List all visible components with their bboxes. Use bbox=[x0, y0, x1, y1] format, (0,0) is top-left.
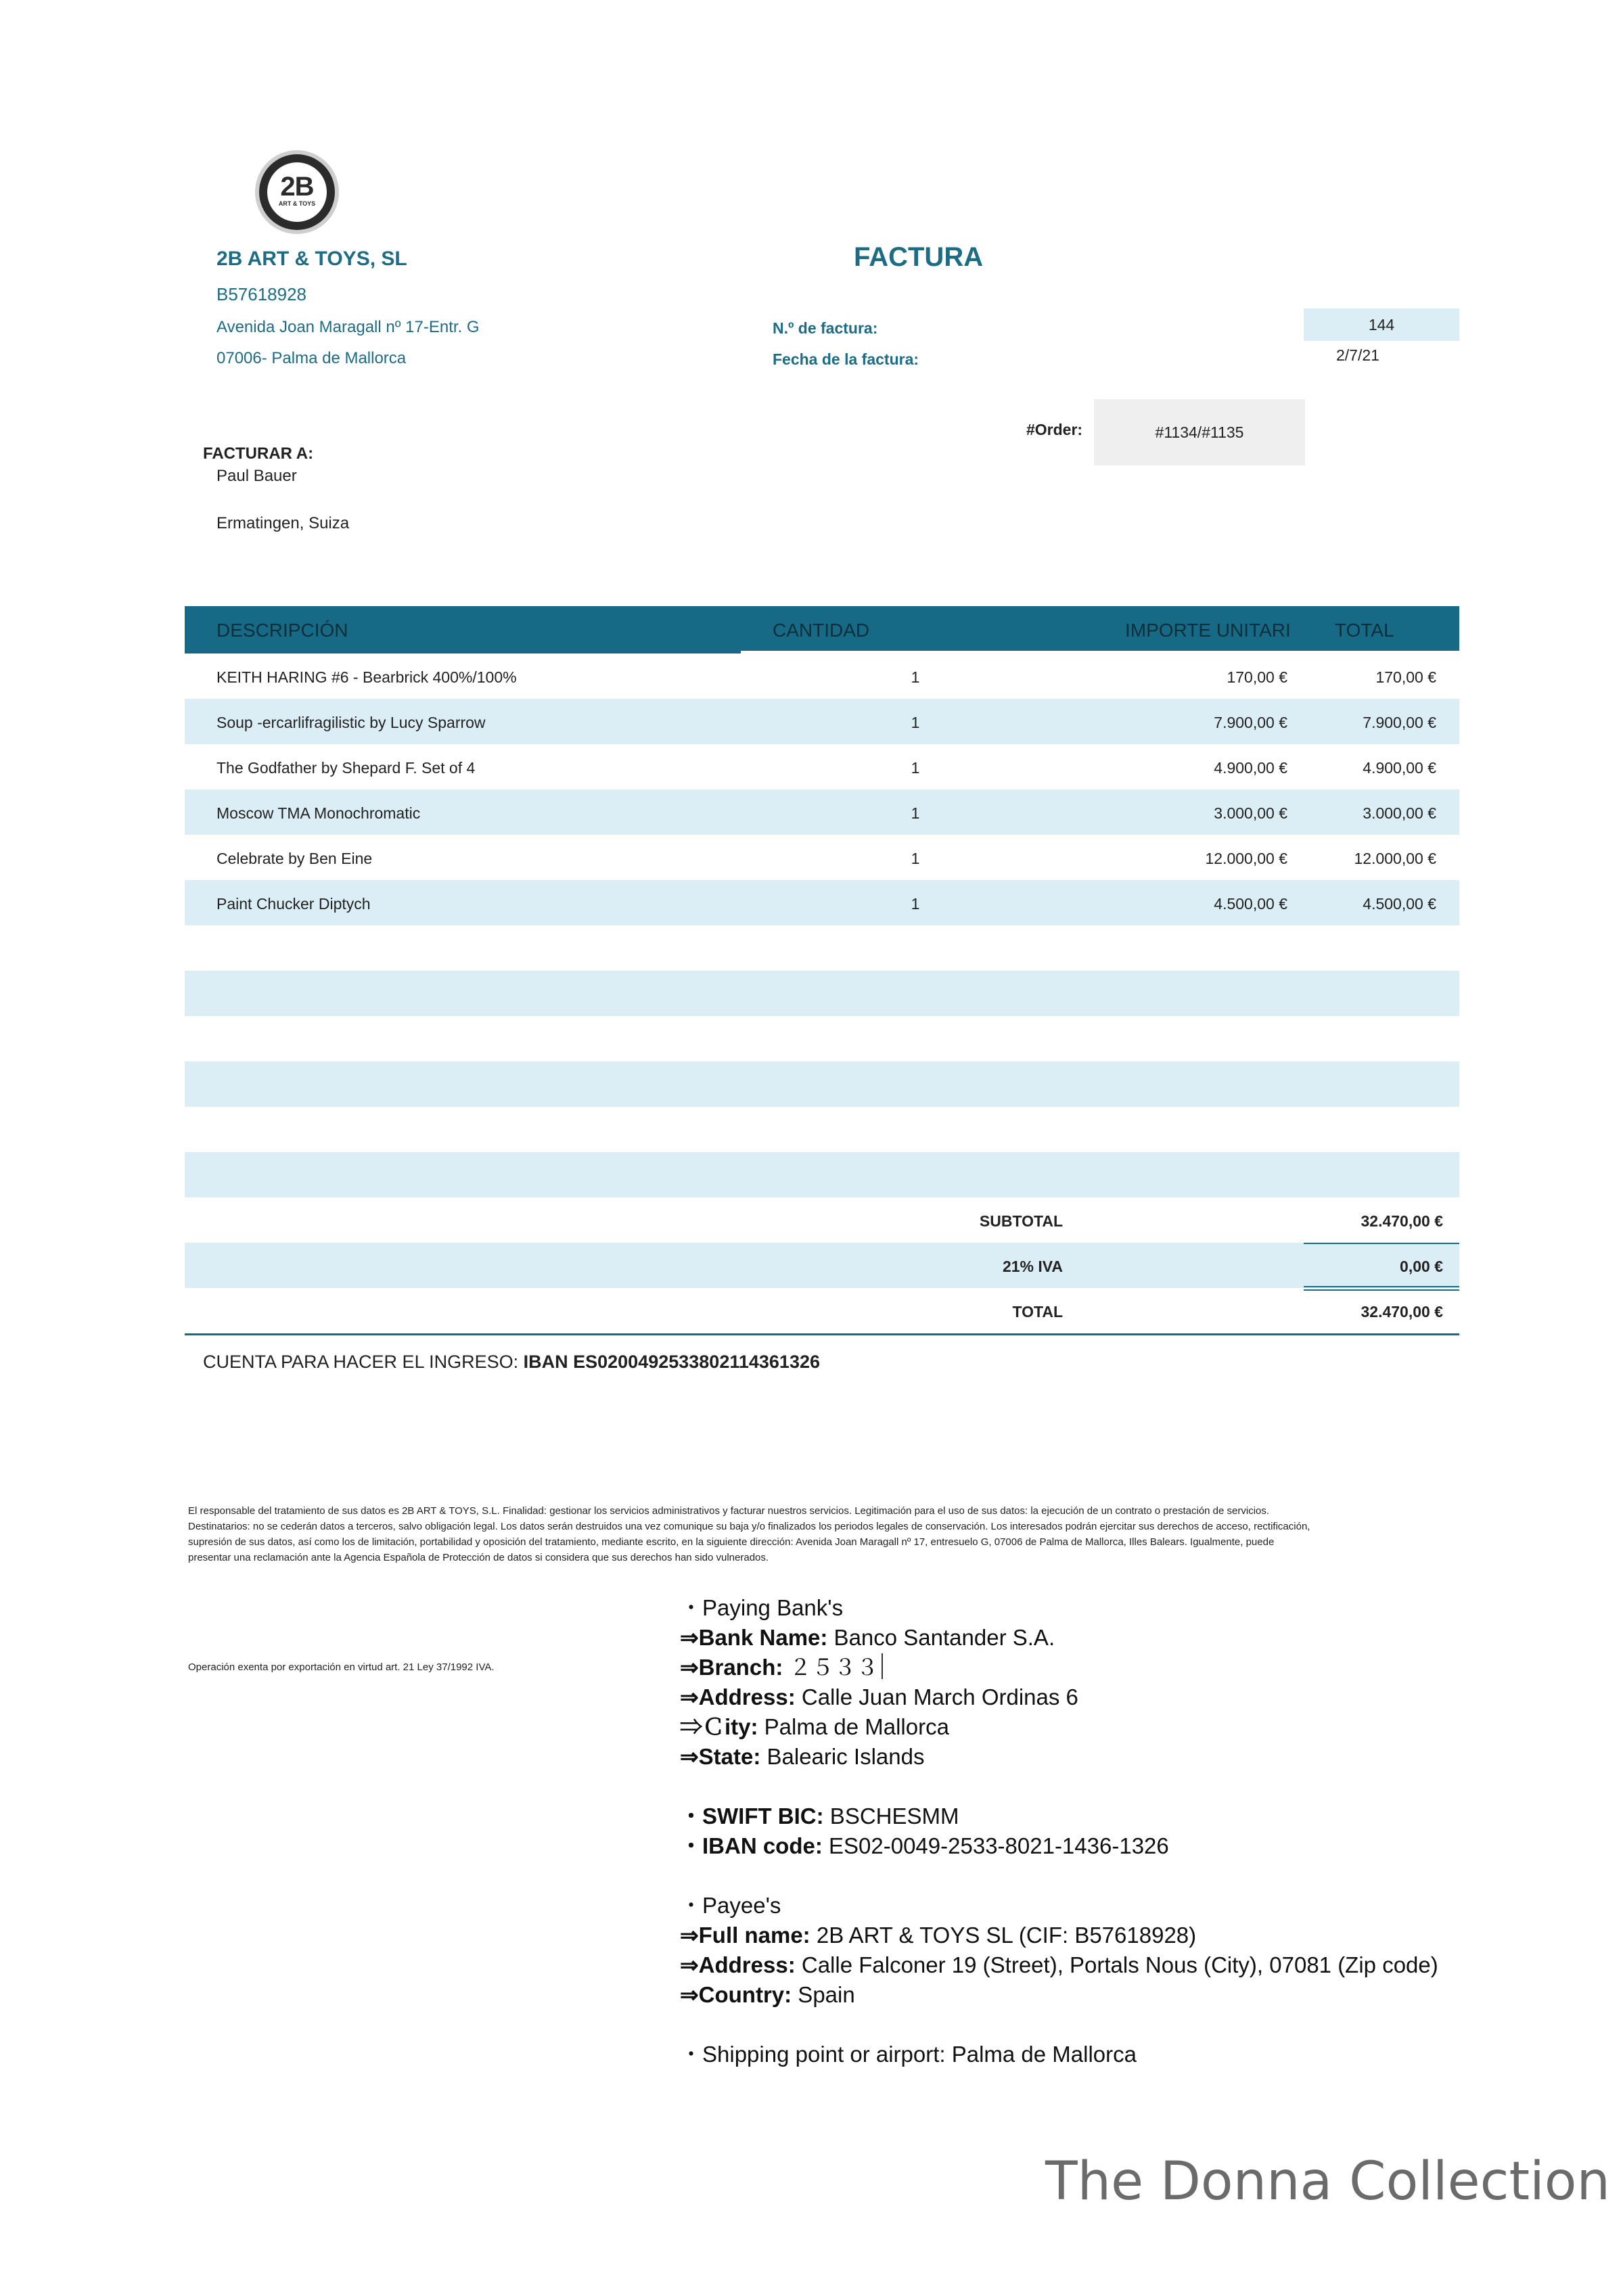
bank-name-line bbox=[680, 1623, 1438, 1653]
table-row bbox=[185, 789, 1459, 835]
row-total: 4.900,00 € bbox=[1363, 759, 1436, 777]
full-name: 2B ART & TOYS SL (CIF: B57618928) bbox=[810, 1923, 1197, 1948]
iban-code-line bbox=[680, 1831, 1438, 1861]
invoice-number: 144 bbox=[1304, 308, 1459, 341]
bank-address-line bbox=[680, 1682, 1438, 1712]
swift: BSCHESMM bbox=[823, 1804, 959, 1829]
payment-account-prefix: CUENTA PARA HACER EL INGRESO: bbox=[203, 1352, 524, 1372]
iban-code: ES02-0049-2533-8021-1436-1326 bbox=[822, 1833, 1169, 1858]
full-name-label: ⇒Full name: bbox=[680, 1923, 810, 1948]
iva-topline bbox=[1304, 1243, 1459, 1244]
legal-line: presentar una reclamación ante la Agencia Española de Protección de datos si considera que sus derechos han sido vulnerados. bbox=[188, 1552, 769, 1563]
spacer bbox=[680, 1772, 1438, 1801]
subtotal-row bbox=[185, 1197, 1459, 1243]
row-total: 12.000,00 € bbox=[1354, 850, 1436, 867]
row-quantity: 1 bbox=[911, 714, 920, 731]
bank-address: Calle Juan March Ordinas 6 bbox=[795, 1684, 1078, 1709]
company-logo bbox=[259, 154, 335, 230]
table-row bbox=[185, 699, 1459, 744]
shipping-point: ・Shipping point or airport: Palma de Mallorca bbox=[680, 2042, 1137, 2067]
invoice-title: FACTURA bbox=[854, 242, 984, 272]
city-line bbox=[680, 1712, 1438, 1742]
iva-label: 21% IVA bbox=[1002, 1258, 1063, 1275]
payment-account bbox=[203, 1352, 820, 1373]
bank-name: Banco Santander S.A. bbox=[827, 1625, 1055, 1650]
empty-row bbox=[185, 1107, 1459, 1152]
row-description: Celebrate by Ben Eine bbox=[216, 850, 373, 867]
row-description: Soup -ercarlifragilistic by Lucy Sparrow bbox=[216, 714, 486, 731]
invoice-number-label: N.º de factura: bbox=[773, 319, 878, 337]
order-number: #1134/#1135 bbox=[1094, 399, 1305, 465]
total-row bbox=[185, 1288, 1459, 1335]
company-name: 2B ART & TOYS, SL bbox=[216, 248, 407, 270]
row-unit-price: 3.000,00 € bbox=[1214, 804, 1287, 822]
bank-details bbox=[680, 1593, 1438, 2069]
bank-name-label: ⇒Bank Name: bbox=[680, 1625, 828, 1650]
paying-bank-heading: ・Paying Bank's bbox=[680, 1595, 844, 1620]
subtotal-value: 32.470,00 € bbox=[1361, 1212, 1443, 1230]
header-unit-price: IMPORTE UNITARI bbox=[1125, 620, 1291, 641]
row-total: 7.900,00 € bbox=[1363, 714, 1436, 731]
iban-code-label: ・IBAN code: bbox=[680, 1833, 823, 1858]
row-total: 4.500,00 € bbox=[1363, 895, 1436, 913]
subtotal-label: SUBTOTAL bbox=[979, 1212, 1063, 1230]
payee-heading: ・Payee's bbox=[680, 1893, 781, 1918]
iva-value: 0,00 € bbox=[1400, 1258, 1443, 1275]
invoice-table bbox=[185, 606, 1459, 1335]
state-line bbox=[680, 1742, 1438, 1772]
table-row bbox=[185, 835, 1459, 880]
state: Balearic Islands bbox=[760, 1744, 925, 1769]
iva-row bbox=[185, 1243, 1459, 1288]
branch: ２５３３ bbox=[783, 1655, 879, 1680]
row-total: 170,00 € bbox=[1375, 668, 1436, 686]
total-label: TOTAL bbox=[1012, 1303, 1063, 1321]
spacer bbox=[680, 1861, 1438, 1891]
header-total: TOTAL bbox=[1335, 620, 1394, 641]
bill-to-name: Paul Bauer bbox=[216, 467, 297, 485]
table-header bbox=[185, 606, 1459, 653]
total-value: 32.470,00 € bbox=[1361, 1303, 1443, 1321]
row-description: The Godfather by Shepard F. Set of 4 bbox=[216, 759, 476, 777]
company-cif: B57618928 bbox=[216, 284, 307, 304]
row-unit-price: 12.000,00 € bbox=[1205, 850, 1287, 867]
row-total: 3.000,00 € bbox=[1363, 804, 1436, 822]
invoice-date-label: Fecha de la factura: bbox=[773, 350, 919, 368]
row-description: Paint Chucker Diptych bbox=[216, 895, 371, 913]
row-description: Moscow TMA Monochromatic bbox=[216, 804, 421, 822]
bill-to-location: Ermatingen, Suiza bbox=[216, 514, 350, 532]
invoice-date: 2/7/21 bbox=[1336, 346, 1379, 364]
export-note: Operación exenta por exportación en virtud art. 21 Ley 37/1992 IVA. bbox=[188, 1661, 495, 1673]
legal-line: El responsable del tratamiento de sus datos es 2B ART & TOYS, S.L. Finalidad: gestionar los servicios administrativos y facturar nuestros servicios. Legitimación para el uso de sus datos: la ejecución de un contrato o prestación de servicios. bbox=[188, 1505, 1270, 1517]
swift-line bbox=[680, 1801, 1438, 1831]
table-row bbox=[185, 653, 1459, 699]
row-quantity: 1 bbox=[911, 668, 920, 686]
empty-row bbox=[185, 971, 1459, 1016]
payee-address-label: ⇒Address: bbox=[680, 1952, 796, 1977]
order-label: #Order: bbox=[1026, 421, 1083, 438]
country: Spain bbox=[792, 1982, 855, 2007]
company-address-line2: 07006- Palma de Mallorca bbox=[216, 349, 407, 367]
table-row bbox=[185, 744, 1459, 789]
legal-line: Destinatarios: no se cederán datos a terceros, salvo obligación legal. Los datos serán destruidos una vez comunique su baja y/o finalizados los periodos legales de conservación. Los interesados podrán ejercitar sus derechos de acceso, rectificación, bbox=[188, 1521, 1310, 1532]
empty-row bbox=[185, 1016, 1459, 1061]
payee-address-line bbox=[680, 1950, 1438, 1980]
row-quantity: 1 bbox=[911, 850, 920, 867]
country-line bbox=[680, 1980, 1438, 2010]
logo-badge bbox=[267, 162, 327, 222]
text-cursor bbox=[882, 1653, 883, 1679]
swift-label: ・SWIFT BIC: bbox=[680, 1804, 824, 1829]
row-quantity: 1 bbox=[911, 759, 920, 777]
collection-signature: The Donna Collection bbox=[1045, 2151, 1610, 2212]
row-unit-price: 4.900,00 € bbox=[1214, 759, 1287, 777]
table-row bbox=[185, 880, 1459, 925]
city: Palma de Mallorca bbox=[758, 1714, 949, 1739]
row-unit-price: 7.900,00 € bbox=[1214, 714, 1287, 731]
legal-notice bbox=[188, 1503, 1460, 1565]
header-description: DESCRIPCIÓN bbox=[216, 620, 348, 641]
country-label: ⇒Country: bbox=[680, 1982, 792, 2007]
city-label: ⇒Ｃity: bbox=[680, 1714, 758, 1739]
row-quantity: 1 bbox=[911, 804, 920, 822]
full-name-line bbox=[680, 1921, 1438, 1950]
row-description: KEITH HARING #6 - Bearbrick 400%/100% bbox=[216, 668, 517, 686]
empty-row bbox=[185, 1061, 1459, 1107]
spacer bbox=[680, 2010, 1438, 2040]
payee-address: Calle Falconer 19 (Street), Portals Nous (City), 07081 (Zip code) bbox=[795, 1952, 1438, 1977]
row-unit-price: 170,00 € bbox=[1227, 668, 1287, 686]
bill-to-label: FACTURAR A: bbox=[203, 444, 314, 463]
row-quantity: 1 bbox=[911, 895, 920, 913]
branch-line bbox=[680, 1653, 1438, 1682]
logo-subtext: ART & TOYS bbox=[278, 200, 316, 207]
logo-text: 2B bbox=[280, 172, 314, 202]
payment-account-iban: IBAN ES0200492533802114361326 bbox=[523, 1352, 820, 1372]
branch-label: ⇒Branch: bbox=[680, 1655, 783, 1680]
empty-row bbox=[185, 925, 1459, 971]
company-address-line1: Avenida Joan Maragall nº 17-Entr. G bbox=[216, 318, 480, 336]
state-label: ⇒State: bbox=[680, 1744, 761, 1769]
bank-address-label: ⇒Address: bbox=[680, 1684, 796, 1709]
legal-line: supresión de sus datos, así como los de limitación, portabilidad y oposición del tratamiento, mediante escrito, en la siguiente dirección: Avenida Joan Maragall nº 17, entresuelo G, 07006 de Palma de Mallorca, Illes Balears. Igualmente, puede bbox=[188, 1536, 1275, 1548]
row-unit-price: 4.500,00 € bbox=[1214, 895, 1287, 913]
empty-row bbox=[185, 1152, 1459, 1197]
header-quantity: CANTIDAD bbox=[773, 620, 870, 641]
